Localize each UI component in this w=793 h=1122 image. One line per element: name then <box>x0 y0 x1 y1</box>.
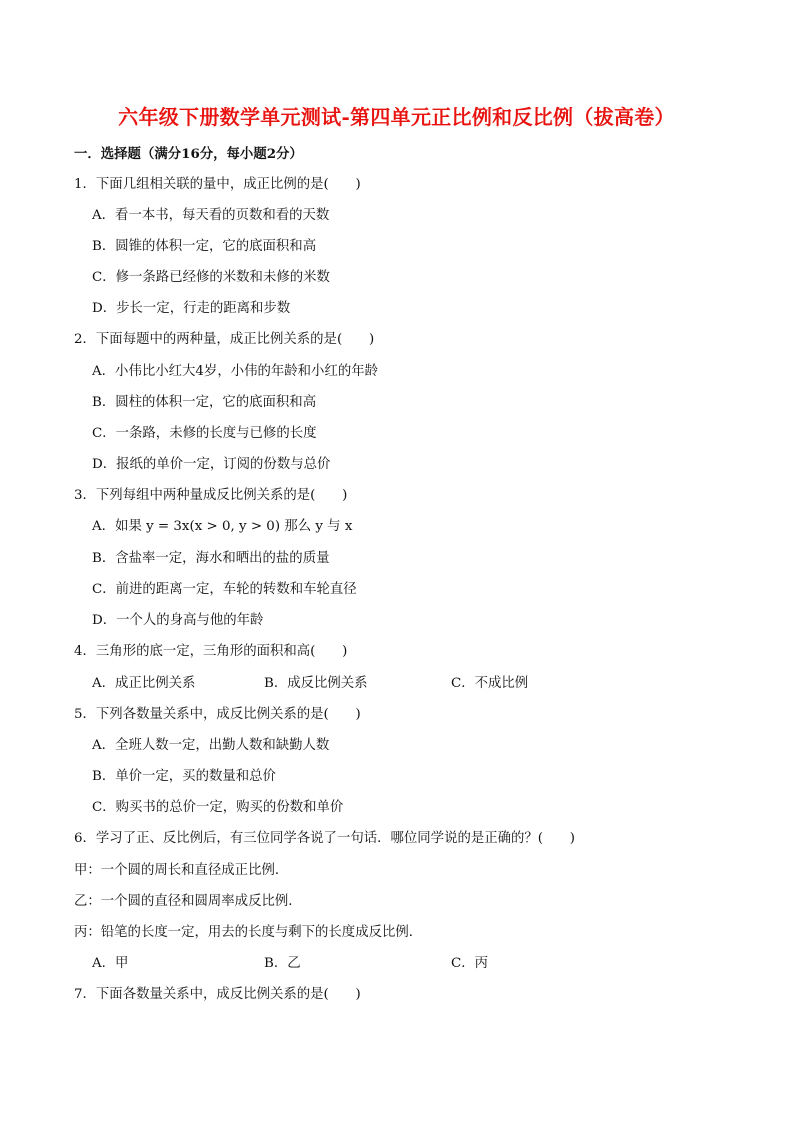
question-7-stem: 7．下面各数量关系中，成反比例关系的是( ) <box>74 987 361 1002</box>
question-1-option-d: D．步长一定，行走的距离和步数 <box>92 301 291 316</box>
question-3-option-d: D．一个人的身高与他的年龄 <box>92 613 264 628</box>
question-3-option-a: A．如果 y = 3x(x > 0, y > 0) 那么 y 与 x <box>92 519 353 534</box>
question-4-option-b: B．成反比例关系 <box>264 676 368 691</box>
question-6-option-b: B．乙 <box>264 956 301 971</box>
question-6-statement-yi: 乙：一个圆的直径和圆周率成反比例． <box>74 894 302 909</box>
question-2-option-a: A．小伟比小红大4岁，小伟的年龄和小红的年龄 <box>92 364 379 379</box>
question-6-option-a: A．甲 <box>92 956 129 971</box>
question-4-stem: 4．三角形的底一定，三角形的面积和高( ) <box>74 644 348 659</box>
question-1-stem: 1．下面几组相关联的量中，成正比例的是( ) <box>74 177 361 192</box>
question-3-option-b: B．含盐率一定，海水和晒出的盐的质量 <box>92 551 330 566</box>
question-6-statement-bing: 丙：铅笔的长度一定，用去的长度与剩下的长度成反比例． <box>74 925 423 940</box>
question-6-statement-jia: 甲：一个圆的周长和直径成正比例． <box>74 863 289 878</box>
question-2-option-d: D．报纸的单价一定，订阅的份数与总价 <box>92 457 331 472</box>
question-5-option-b: B．单价一定，买的数量和总价 <box>92 769 276 784</box>
question-1-option-b: B．圆锥的体积一定，它的底面积和高 <box>92 239 317 254</box>
question-5-stem: 5．下列各数量关系中，成反比例关系的是( ) <box>74 707 361 722</box>
question-5-option-c: C．购买书的总价一定，购买的份数和单价 <box>92 800 344 815</box>
question-6-stem: 6．学习了正、反比例后，有三位同学各说了一句话．哪位同学说的是正确的？( ) <box>74 831 576 846</box>
question-3-option-c: C．前进的距离一定，车轮的转数和车轮直径 <box>92 582 357 597</box>
question-4-option-a: A．成正比例关系 <box>92 676 196 691</box>
question-2-stem: 2．下面每题中的两种量，成正比例关系的是( ) <box>74 332 375 347</box>
section-heading: 一．选择题（满分16分，每小题2分） <box>74 146 303 162</box>
question-4-option-c: C．不成比例 <box>451 676 529 691</box>
page-title: 六年级下册数学单元测试-第四单元正比例和反比例（拔高卷） <box>118 105 675 129</box>
question-6-option-c: C．丙 <box>451 956 489 971</box>
question-2-option-c: C．一条路，未修的长度与已修的长度 <box>92 426 317 441</box>
question-2-option-b: B．圆柱的体积一定，它的底面积和高 <box>92 395 317 410</box>
question-3-stem: 3．下列每组中两种量成反比例关系的是( ) <box>74 488 348 503</box>
question-1-option-a: A．看一本书，每天看的页数和看的天数 <box>92 208 330 223</box>
question-1-option-c: C．修一条路已经修的米数和未修的米数 <box>92 270 330 285</box>
question-5-option-a: A．全班人数一定，出勤人数和缺勤人数 <box>92 738 330 753</box>
